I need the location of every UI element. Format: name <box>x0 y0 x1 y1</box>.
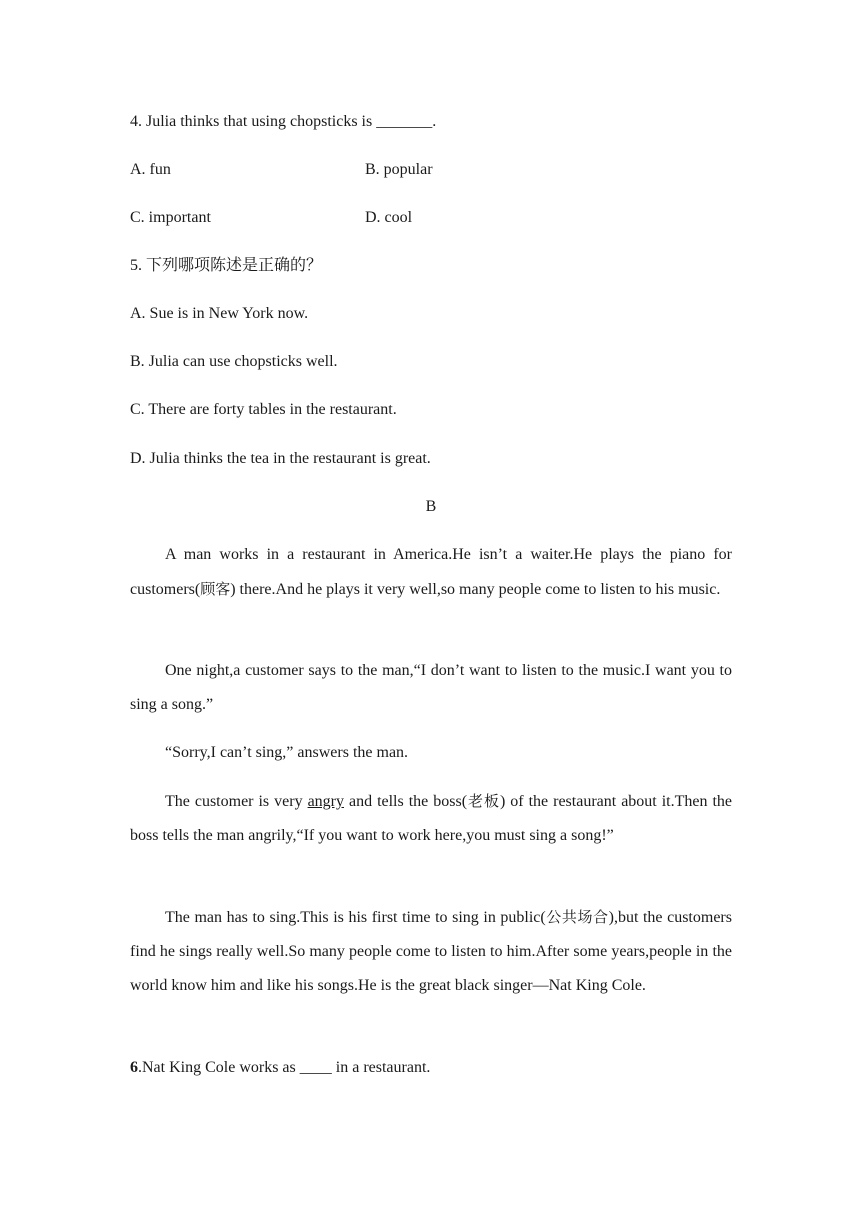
passage-paragraph-1: A man works in a restaurant in America.He isn’t a waiter.He plays the piano for customers(顾客) there.And he plays it very well,so many people come to listen to his music. <box>130 546 732 598</box>
question-5-option-b: B. Julia can use chopsticks well. <box>130 353 338 370</box>
chinese-gloss-customers: 顾客 <box>200 580 231 598</box>
passage-paragraph-4: The customer is very angry and tells the boss(老板) of the restaurant about it.Then the boss tells the man angrily,“If you want to work here,you must sing a song!” <box>130 792 733 844</box>
question-5-option-d: D. Julia thinks the tea in the restaurant is great. <box>130 450 431 467</box>
question-4-period: . <box>432 113 437 130</box>
passage-paragraph-2: One night,a customer says to the man,“I don’t want to listen to the music.I want you to sing a song.” <box>130 662 732 713</box>
chinese-gloss-public: 公共场合 <box>545 908 609 926</box>
passage-paragraph-3: “Sorry,I can’t sing,” answers the man. <box>165 744 409 761</box>
chinese-gloss-boss: 老板 <box>467 792 500 810</box>
question-6-number: 6 <box>130 1059 138 1076</box>
question-5-option-a: A. Sue is in New York now. <box>130 305 309 322</box>
question-6-stem: 6.Nat King Cole works as ____ in a restaurant. <box>130 1059 431 1076</box>
question-4-option-a: A. fun <box>130 161 171 178</box>
question-4-blank: _______ <box>376 113 433 130</box>
question-4-stem <box>130 112 436 132</box>
question-4-text: 4. Julia thinks that using chopsticks is <box>130 113 377 130</box>
question-4-option-d: D. cool <box>365 209 413 226</box>
section-b-heading: B <box>425 498 437 515</box>
question-5-option-c: C. There are forty tables in the restaurant. <box>130 401 397 418</box>
question-4-option-c: C. important <box>130 209 211 226</box>
question-5-stem: 5. 下列哪项陈述是正确的？ <box>130 257 323 274</box>
question-6-blank: ____ <box>299 1059 332 1076</box>
question-4-option-b: B. popular <box>365 161 433 178</box>
underlined-word-angry: angry <box>307 793 344 810</box>
passage-paragraph-5: The man has to sing.This is his first time to sing in public(公共场合),but the customers find he sings really well.So many people come to listen to him.After some years,people in the world know him and like his songs.He is the great black singer—Nat King Cole. <box>130 908 732 994</box>
